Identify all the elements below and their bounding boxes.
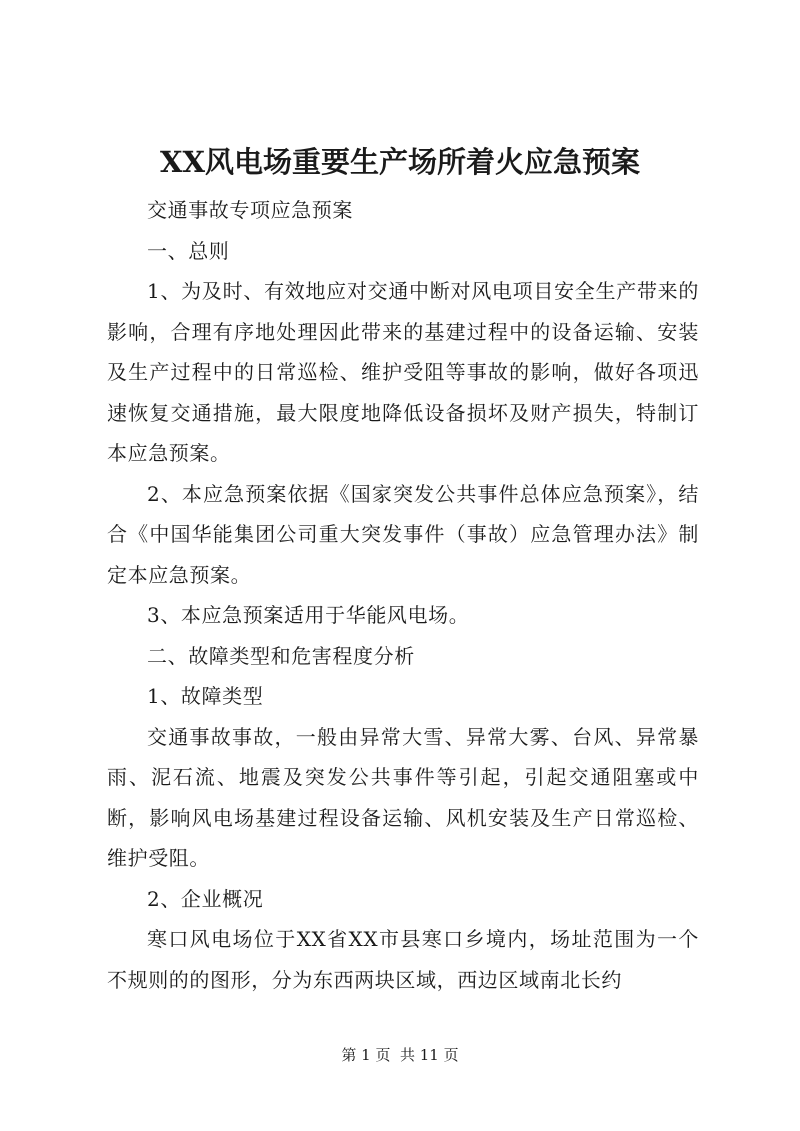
- paragraph-purpose: 1、为及时、有效地应对交通中断对风电项目安全生产带来的影响，合理有序地处理因此带来的基建过程中的设备运输、安装及生产过程中的日常巡检、维护受阻等事故的影响，做好各项迅速恢复交通措施，最大限度地降低设备损坏及财产损失，特制订本应急预案。: [107, 279, 699, 465]
- paragraph-fault-type-heading: 1、故障类型: [147, 684, 264, 708]
- page-number-label: 第 1 页 共 11 页: [341, 1046, 459, 1064]
- page-footer: [0, 1045, 800, 1065]
- document-body: [107, 190, 699, 1000]
- paragraph-company-heading: 2、企业概况: [147, 886, 264, 911]
- paragraph-basis: 2、本应急预案依据《国家突发公共事件总体应急预案》，结合《中国华能集团公司重大突发事件（事故）应急管理办法》制定本应急预案。: [107, 481, 699, 587]
- paragraph-section-1-heading: 一、总则: [147, 238, 230, 263]
- paragraph-section-2-heading: 二、故障类型和危害程度分析: [147, 643, 415, 668]
- paragraph-subtitle: 交通事故专项应急预案: [147, 198, 353, 222]
- paragraph-scope: 3、本应急预案适用于华能风电场。: [147, 603, 470, 627]
- paragraph-fault-type: 交通事故事故，一般由异常大雪、异常大雾、台风、异常暴雨、泥石流、地震及突发公共事件等引起，引起交通阻塞或中断，影响风电场基建过程设备运输、风机安装及生产日常巡检、维护受阻。: [107, 724, 699, 870]
- paragraph-company-overview: 寒口风电场位于XX省XX市县寒口乡境内，场址范围为一个不规则的的图形，分为东西两块区域，西边区域南北长约: [107, 927, 699, 992]
- document-title: XX风电场重要生产场所着火应急预案: [159, 145, 640, 179]
